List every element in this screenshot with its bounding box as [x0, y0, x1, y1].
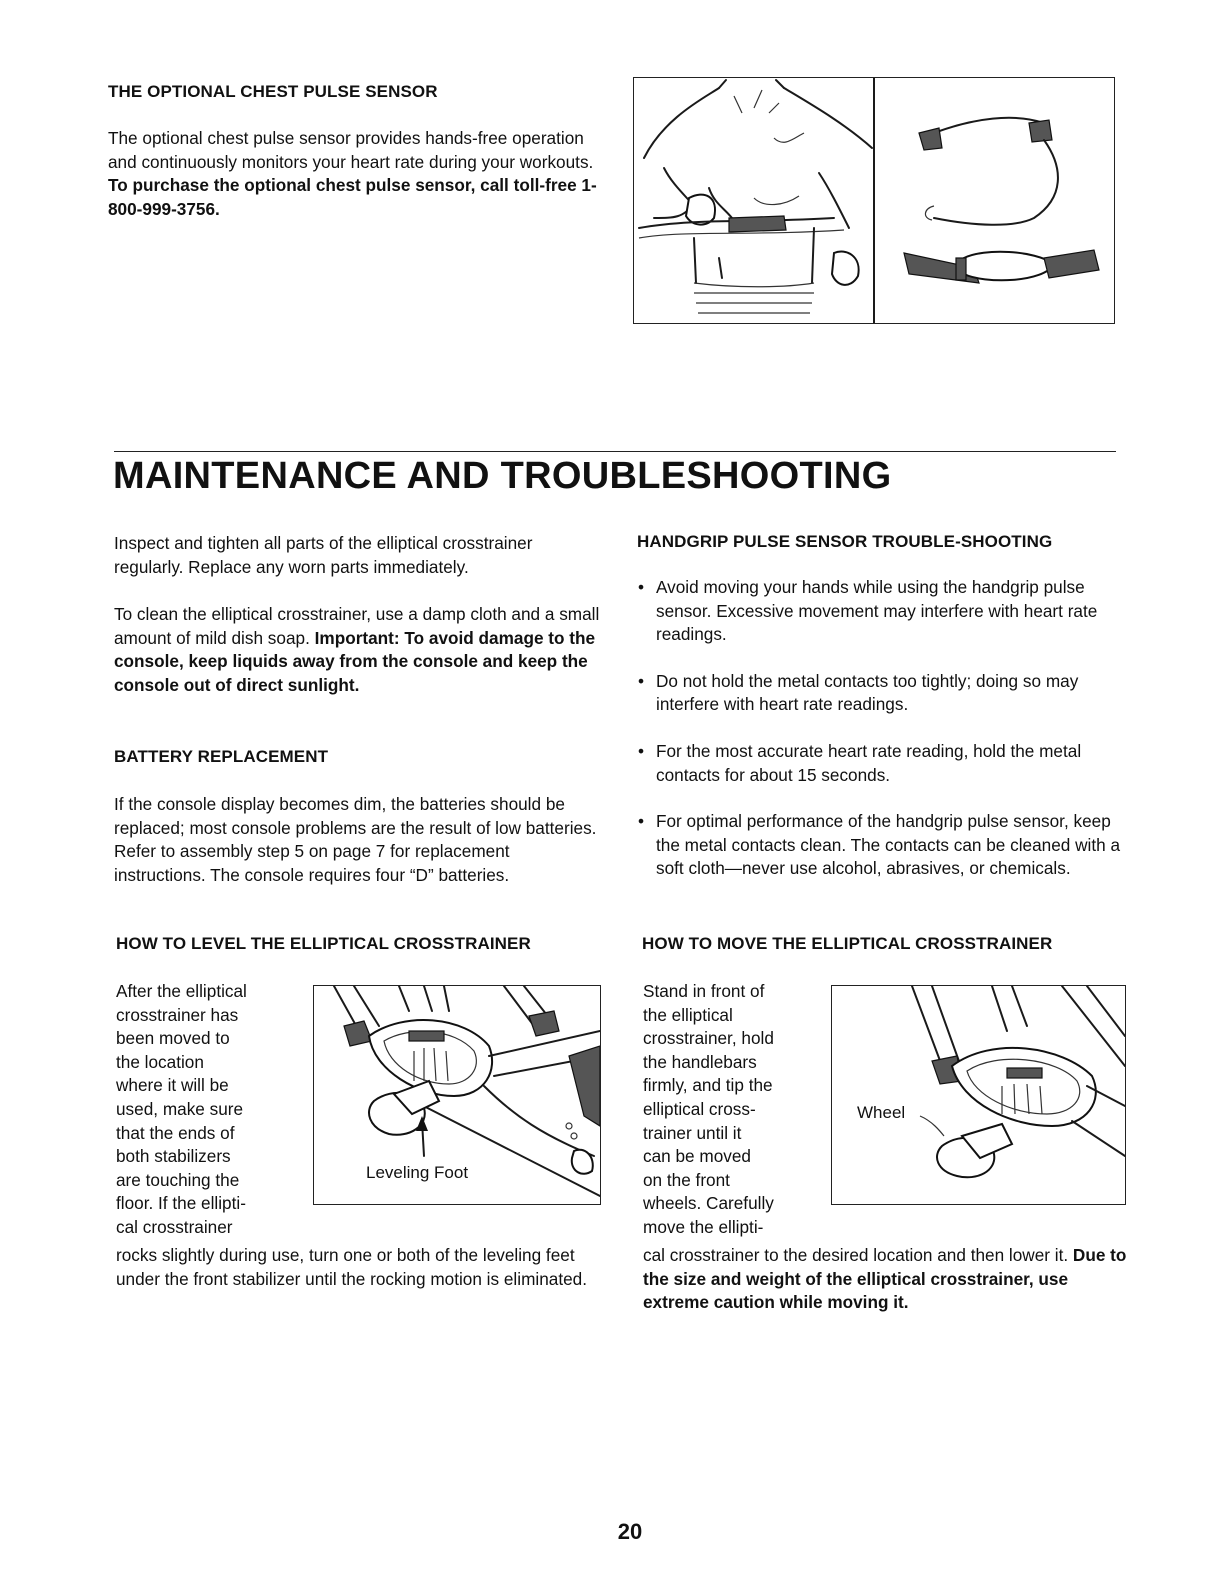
move-line: trainer until it	[643, 1122, 742, 1143]
move-caution-text: Due to the size and weight of the elliptical crosstrainer, use extreme caution while moving it.	[643, 1245, 1127, 1313]
chest-sensor-body	[108, 127, 598, 221]
level-line: been moved to	[116, 1028, 230, 1049]
maintenance-cleaning	[114, 603, 604, 697]
wheel-label: Wheel	[857, 1103, 906, 1122]
level-line: both stabilizers	[116, 1146, 231, 1167]
wheel-illustration	[832, 986, 1125, 1204]
page-title: MAINTENANCE AND TROUBLESHOOTING	[113, 455, 892, 497]
move-line: move the ellipti-	[643, 1216, 764, 1237]
level-wrap-text	[116, 980, 316, 1240]
move-rest-text: cal crosstrainer to the desired location and then lower it.	[643, 1245, 1073, 1265]
leveling-figure	[313, 985, 601, 1205]
maintenance-intro: Inspect and tighten all parts of the elliptical crosstrainer regularly. Replace any worn parts immediately.	[114, 533, 533, 577]
wheel-figure	[831, 985, 1126, 1205]
level-line: crosstrainer has	[116, 1004, 239, 1025]
move-line: crosstrainer, hold	[643, 1028, 774, 1049]
page-number: 20	[617, 1519, 643, 1544]
cleaning-text: To clean the elliptical crosstrainer, use a damp cloth and a small amount of mild dish soap.	[114, 604, 600, 648]
battery-heading: BATTERY REPLACEMENT	[114, 747, 329, 766]
move-line: the elliptical	[643, 1004, 733, 1025]
handgrip-bullet: • For the most accurate heart rate reading, hold the metal contacts for about 15 seconds.	[636, 740, 1126, 787]
level-line: where it will be	[116, 1075, 229, 1096]
leveling-foot-label: Leveling Foot	[366, 1163, 469, 1182]
handgrip-bullet: • Do not hold the metal contacts too tightly; doing so may interfere with heart rate readings.	[636, 670, 1126, 717]
battery-body: If the console display becomes dim, the batteries should be replaced; most console problems are the result of low batteries. Refer to assembly step 5 on page 7 for replacement instructions. The console requires four “D” batteries.	[114, 794, 597, 885]
level-line: cal crosstrainer	[116, 1216, 233, 1237]
move-line: wheels. Carefully	[643, 1193, 774, 1214]
level-rest: rocks slightly during use, turn one or both of the leveling feet under the front stabilizer until the rocking motion is eliminated.	[116, 1245, 587, 1289]
level-line: are touching the	[116, 1169, 240, 1190]
move-line: the handlebars	[643, 1051, 757, 1072]
level-line: floor. If the ellipti-	[116, 1193, 246, 1214]
move-wrap-text	[643, 980, 833, 1240]
chest-sensor-illustration	[634, 78, 1114, 323]
handgrip-heading: HANDGRIP PULSE SENSOR TROUBLE-SHOOTING	[637, 532, 1053, 551]
chest-sensor-body-text: The optional chest pulse sensor provides hands-free operation and continuously monitors your heart rate during your workouts.	[108, 128, 594, 172]
chest-sensor-figure	[633, 77, 1115, 324]
title-rule	[114, 451, 1116, 452]
handgrip-bullets	[636, 576, 1126, 904]
move-line: elliptical cross-	[643, 1098, 756, 1119]
chest-sensor-purchase-text: To purchase the optional chest pulse sensor, call toll-free 1-800-999-3756.	[108, 175, 597, 219]
handgrip-bullet: • For optimal performance of the handgrip pulse sensor, keep the metal contacts clean. The contacts can be cleaned with a soft cloth—never use alcohol, abrasives, or chemicals.	[636, 810, 1126, 881]
move-line: can be moved	[643, 1146, 751, 1167]
handgrip-bullet: • Avoid moving your hands while using the handgrip pulse sensor. Excessive movement may interfere with heart rate readings.	[636, 576, 1126, 647]
level-line: that the ends of	[116, 1122, 235, 1143]
move-line: Stand in front of	[643, 981, 765, 1001]
level-heading: HOW TO LEVEL THE ELLIPTICAL CROSSTRAINER	[116, 934, 531, 953]
move-line: firmly, and tip the	[643, 1075, 773, 1096]
level-line: After the elliptical	[116, 981, 247, 1001]
level-line: used, make sure	[116, 1098, 244, 1119]
level-line: the location	[116, 1051, 204, 1072]
move-line: on the front	[643, 1169, 730, 1190]
cleaning-important-text: Important: To avoid damage to the console, keep liquids away from the console and keep the console out of direct sunlight.	[114, 627, 596, 695]
move-rest	[643, 1244, 1128, 1315]
move-heading: HOW TO MOVE THE ELLIPTICAL CROSSTRAINER	[642, 934, 1053, 953]
chest-sensor-heading: THE OPTIONAL CHEST PULSE SENSOR	[108, 82, 438, 101]
